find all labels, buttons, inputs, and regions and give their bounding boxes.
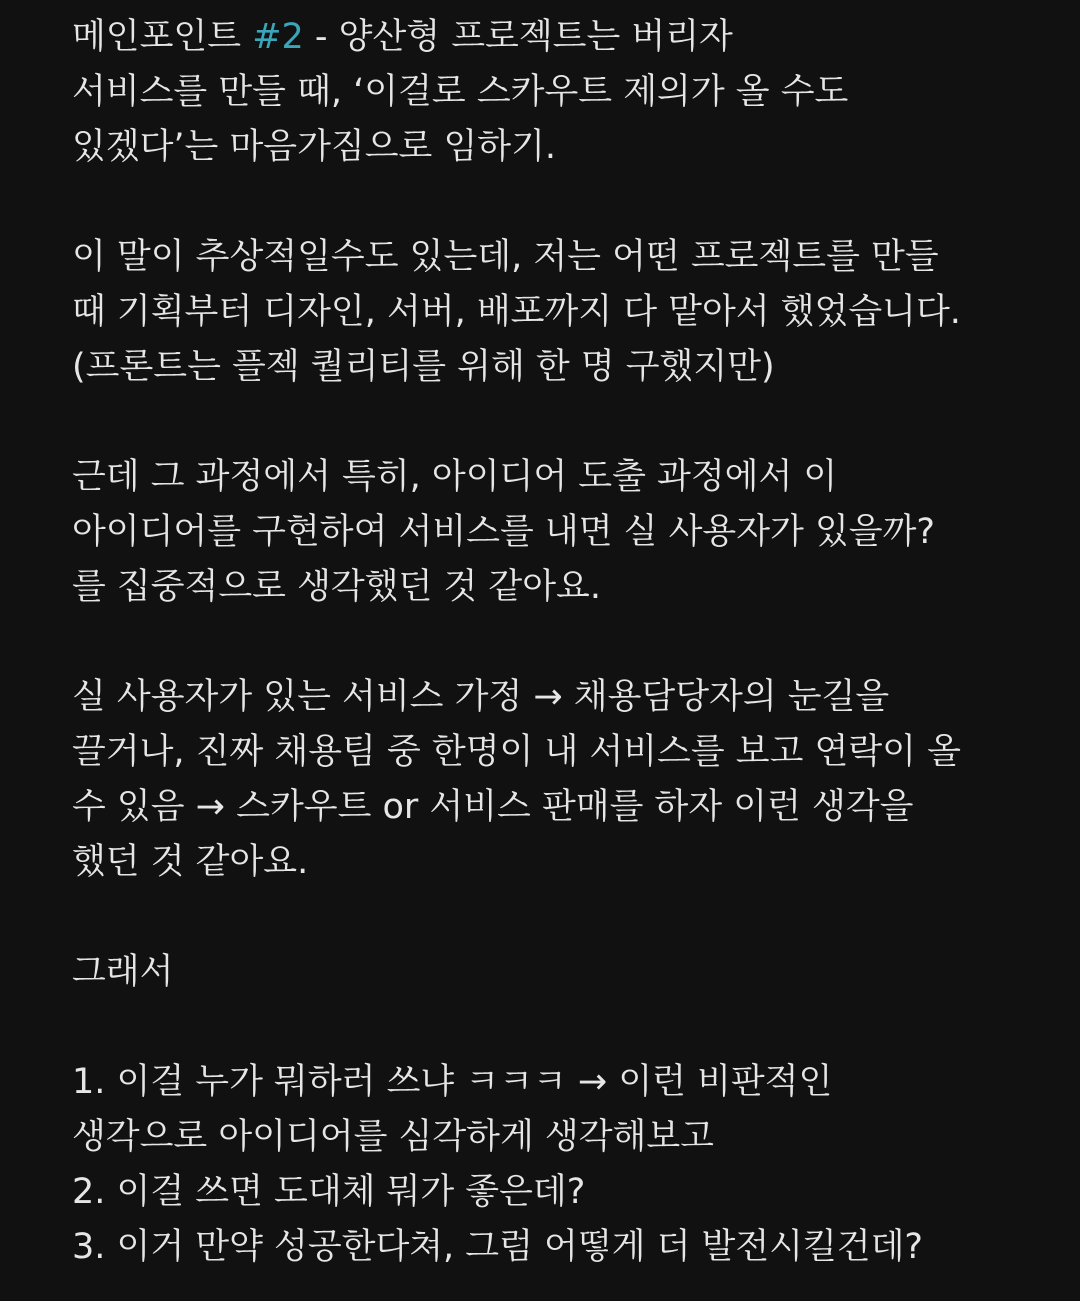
paragraph-so	[72, 945, 1062, 1000]
text-segment: 메인포인트	[72, 17, 253, 57]
list-item: 1. 이걸 누가 뭐하러 쓰냐 ㅋㅋㅋ → 이런 비판적인	[72, 1062, 833, 1102]
text-line: 이 말이 추상적일수도 있는데, 저는 어떤 프로젝트를 만들	[72, 237, 939, 277]
post-body	[72, 10, 1062, 1275]
paragraph-main-point	[72, 10, 1062, 175]
list-item-continuation: 생각으로 아이디어를 심각하게 생각해보고	[72, 1117, 714, 1157]
text-line: (프론트는 플젝 퀄리티를 위해 한 명 구했지만)	[72, 347, 775, 387]
text-segment: - 양산형 프로젝트는 버리자	[303, 17, 733, 57]
paragraph-list	[72, 1055, 1062, 1275]
hashtag-link[interactable]: #2	[252, 17, 304, 57]
list-item: 3. 이거 만약 성공한다쳐, 그럼 어떻게 더 발전시킬건데?	[72, 1227, 923, 1267]
list-item: 2. 이걸 쓰면 도대체 뭐가 좋은데?	[72, 1172, 586, 1212]
text-line: 때 기획부터 디자인, 서버, 배포까지 다 맡아서 했었습니다.	[72, 292, 961, 332]
text-line: 근데 그 과정에서 특히, 아이디어 도출 과정에서 이	[72, 457, 838, 497]
text-line	[72, 10, 1062, 65]
text-line: 했던 것 같아요.	[72, 842, 309, 882]
paragraph-experience	[72, 230, 1062, 395]
paragraph-ideation	[72, 450, 1062, 615]
text-line: 그래서	[72, 952, 174, 992]
text-line: 끌거나, 진짜 채용팀 중 한명이 내 서비스를 보고 연락이 올	[72, 732, 961, 772]
text-line: 실 사용자가 있는 서비스 가정 → 채용담당자의 눈길을	[72, 677, 890, 717]
text-line: 서비스를 만들 때, ‘이걸로 스카우트 제의가 올 수도	[72, 72, 849, 112]
text-line: 아이디어를 구현하여 서비스를 내면 실 사용자가 있을까?	[72, 512, 935, 552]
text-line: 있겠다’는 마음가짐으로 임하기.	[72, 127, 557, 167]
paragraph-reasoning	[72, 670, 1062, 890]
text-line: 수 있음 → 스카우트 or 서비스 판매를 하자 이런 생각을	[72, 787, 914, 827]
text-line: 를 집중적으로 생각했던 것 같아요.	[72, 567, 601, 607]
